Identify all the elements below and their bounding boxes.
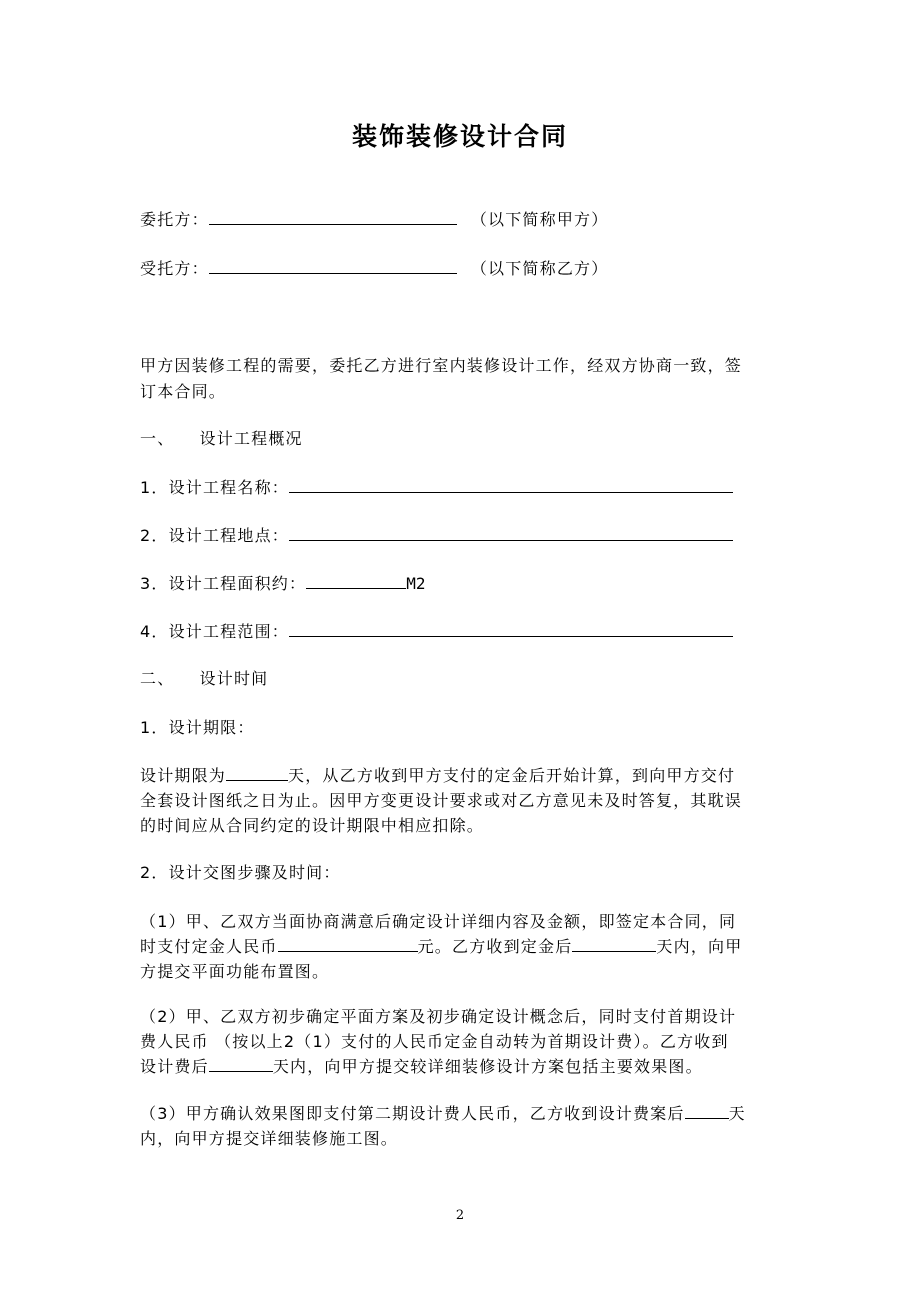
step2-days-blank[interactable]	[209, 1057, 273, 1072]
period-days-blank[interactable]	[226, 766, 288, 781]
step1-text-a: 时支付定金人民币	[140, 937, 278, 956]
project-name-label: 1．设计工程名称：	[140, 478, 289, 497]
step2-line-1: （2）甲、乙双方初步确定平面方案及初步确定设计概念后，同时支付首期设计	[140, 1007, 737, 1026]
section2-heading: 二、 设计时间	[140, 669, 269, 688]
area-unit: M2	[406, 574, 426, 593]
design-period-line-1	[140, 766, 735, 786]
period-text-a: 设计期限为	[140, 766, 227, 785]
project-name-line	[140, 478, 733, 498]
page-number: 2	[455, 1208, 465, 1223]
contractor-note: （以下简称乙方）	[470, 259, 609, 278]
project-location-blank[interactable]	[289, 526, 733, 541]
client-note: （以下简称甲方）	[470, 210, 609, 229]
step3-text-b: 天	[728, 1104, 746, 1123]
contractor-name-blank[interactable]	[209, 259, 457, 274]
steps-heading: 2．设计交图步骤及时间：	[140, 863, 341, 882]
period-text-b: 天，从乙方收到甲方支付的定金后开始计算，到向甲方交付	[288, 766, 736, 785]
project-name-blank[interactable]	[289, 478, 733, 493]
project-area-line	[140, 574, 425, 594]
design-period-line-3: 的时间应从合同约定的设计期限中相应扣除。	[140, 816, 485, 835]
step1-line-2	[140, 937, 742, 957]
project-area-blank[interactable]	[306, 574, 406, 589]
step1-days-blank[interactable]	[572, 937, 656, 952]
intro-line-2: 订本合同。	[140, 382, 227, 401]
step2-text-a: 设计费后	[140, 1057, 209, 1076]
client-name-blank[interactable]	[209, 210, 457, 225]
section1-heading: 一、 设计工程概况	[140, 429, 303, 448]
step3-text-a: （3）甲方确认效果图即支付第二期设计费人民币，乙方收到设计费案后	[140, 1104, 685, 1123]
step2-text-b: 天内，向甲方提交较详细装修设计方案包括主要效果图。	[272, 1057, 703, 1076]
contractor-party-line	[140, 259, 608, 279]
step2-line-3	[140, 1057, 703, 1077]
project-location-label: 2．设计工程地点：	[140, 526, 289, 545]
step3-line-1	[140, 1104, 746, 1124]
client-label: 委托方：	[140, 210, 209, 229]
step3-line-2: 内，向甲方提交详细装修施工图。	[140, 1129, 399, 1148]
contractor-label: 受托方：	[140, 259, 209, 278]
client-party-line	[140, 210, 608, 230]
project-area-label: 3．设计工程面积约：	[140, 574, 307, 593]
design-period-heading: 1．设计期限：	[140, 718, 255, 737]
step1-line-1: （1）甲、乙双方当面协商满意后确定设计详细内容及金额，即签定本合同，同	[140, 912, 737, 931]
project-location-line	[140, 526, 733, 546]
step2-line-2: 费人民币 （按以上2（1）支付的人民币定金自动转为首期设计费）。乙方收到	[140, 1032, 729, 1051]
project-scope-blank[interactable]	[289, 622, 733, 637]
deposit-amount-blank[interactable]	[278, 937, 418, 952]
document-title: 装饰装修设计合同	[351, 122, 568, 151]
project-scope-line	[140, 622, 733, 642]
step3-days-blank[interactable]	[685, 1104, 729, 1119]
intro-line-1: 甲方因装修工程的需要，委托乙方进行室内装修设计工作，经双方协商一致，签	[140, 356, 743, 375]
design-period-line-2: 全套设计图纸之日为止。因甲方变更设计要求或对乙方意见未及时答复，其耽误	[140, 791, 743, 810]
step1-line-3: 方提交平面功能布置图。	[140, 962, 330, 981]
step1-text-b: 元。乙方收到定金后	[417, 937, 573, 956]
project-scope-label: 4．设计工程范围：	[140, 622, 289, 641]
step1-text-c: 天内，向甲	[656, 937, 743, 956]
